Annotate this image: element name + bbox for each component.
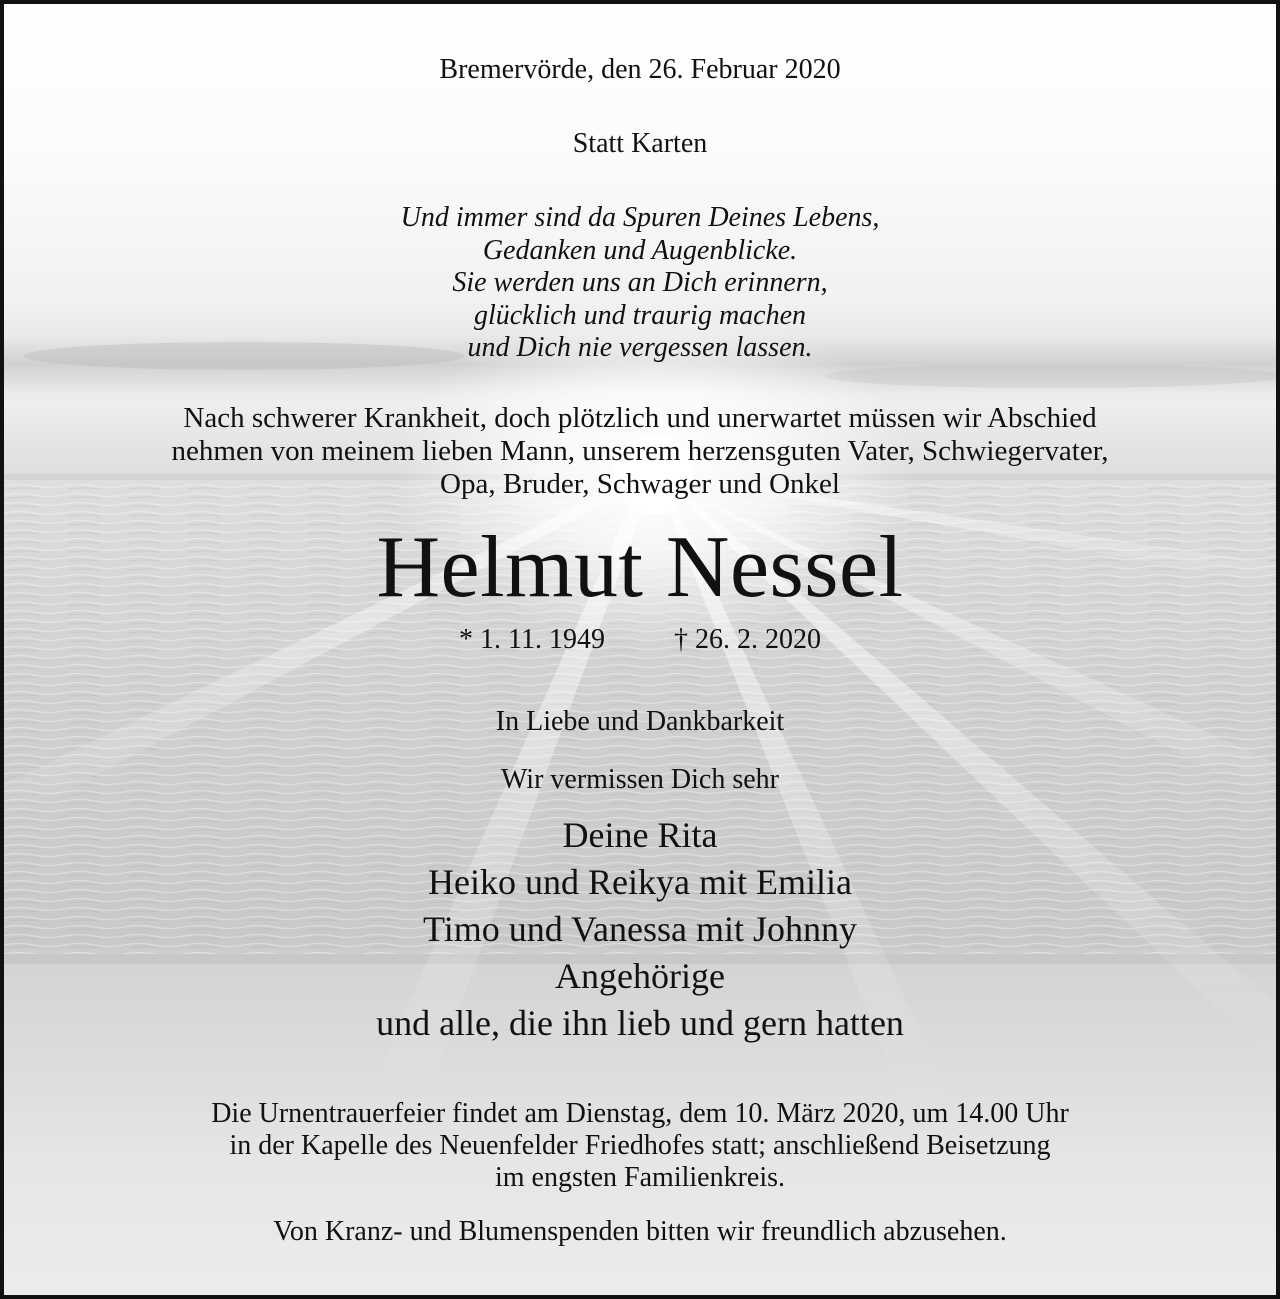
- vermissen-line: Wir vermissen Dich sehr: [500, 764, 780, 795]
- announcement-line: Nach schwerer Krankheit, doch plötzlich und unerwartet müssen wir Abschied: [183, 402, 1097, 434]
- ceremony-line: in der Kapelle des Neuenfelder Friedhofes statt; anschließend Beisetzung: [229, 1130, 1051, 1161]
- mourner-name: und alle, die ihn lieb und gern hatten: [376, 1003, 904, 1043]
- poem-line: Sie werden uns an Dich erinnern,: [452, 267, 828, 298]
- poem-line: Und immer sind da Spuren Deines Lebens,: [400, 202, 880, 233]
- mourner-name: Heiko und Reikya mit Emilia: [428, 862, 852, 902]
- ceremony-details: [4, 1098, 1276, 1194]
- announcement-line: nehmen von meinem lieben Mann, unserem herzensguten Vater, Schwiegervater,: [171, 435, 1109, 467]
- mourners-list: [4, 812, 1276, 1047]
- deceased-name: Helmut Nessel: [376, 519, 904, 616]
- mourner-name: Angehörige: [555, 956, 725, 996]
- poem-line: und Dich nie vergessen lassen.: [467, 332, 813, 363]
- poem-line: Gedanken und Augenblicke.: [482, 234, 798, 266]
- death-date: † 26. 2. 2020: [673, 624, 821, 655]
- mourner-name: Timo und Vanessa mit Johnny: [422, 909, 858, 949]
- place-and-date: Bremervörde, den 26. Februar 2020: [439, 54, 841, 85]
- poem-line: glücklich und traurig machen: [473, 299, 807, 331]
- mourner-name: Deine Rita: [562, 815, 718, 855]
- flowers-request: Von Kranz- und Blumenspenden bitten wir freundlich abzusehen.: [273, 1216, 1007, 1247]
- in-liebe-line: In Liebe und Dankbarkeit: [495, 706, 785, 737]
- life-dates: [4, 624, 1276, 656]
- announcement-line: Opa, Bruder, Schwager und Onkel: [440, 468, 840, 500]
- ceremony-line: Die Urnentrauerfeier findet am Dienstag, dem 10. März 2020, um 14.00 Uhr: [211, 1098, 1069, 1129]
- memorial-poem: [4, 202, 1276, 365]
- statt-karten-heading: Statt Karten: [572, 128, 708, 159]
- announcement-paragraph: [4, 402, 1276, 501]
- ceremony-line: im engsten Familienkreis.: [494, 1162, 786, 1193]
- birth-date: * 1. 11. 1949: [459, 624, 605, 655]
- notice-text: [4, 4, 1276, 1295]
